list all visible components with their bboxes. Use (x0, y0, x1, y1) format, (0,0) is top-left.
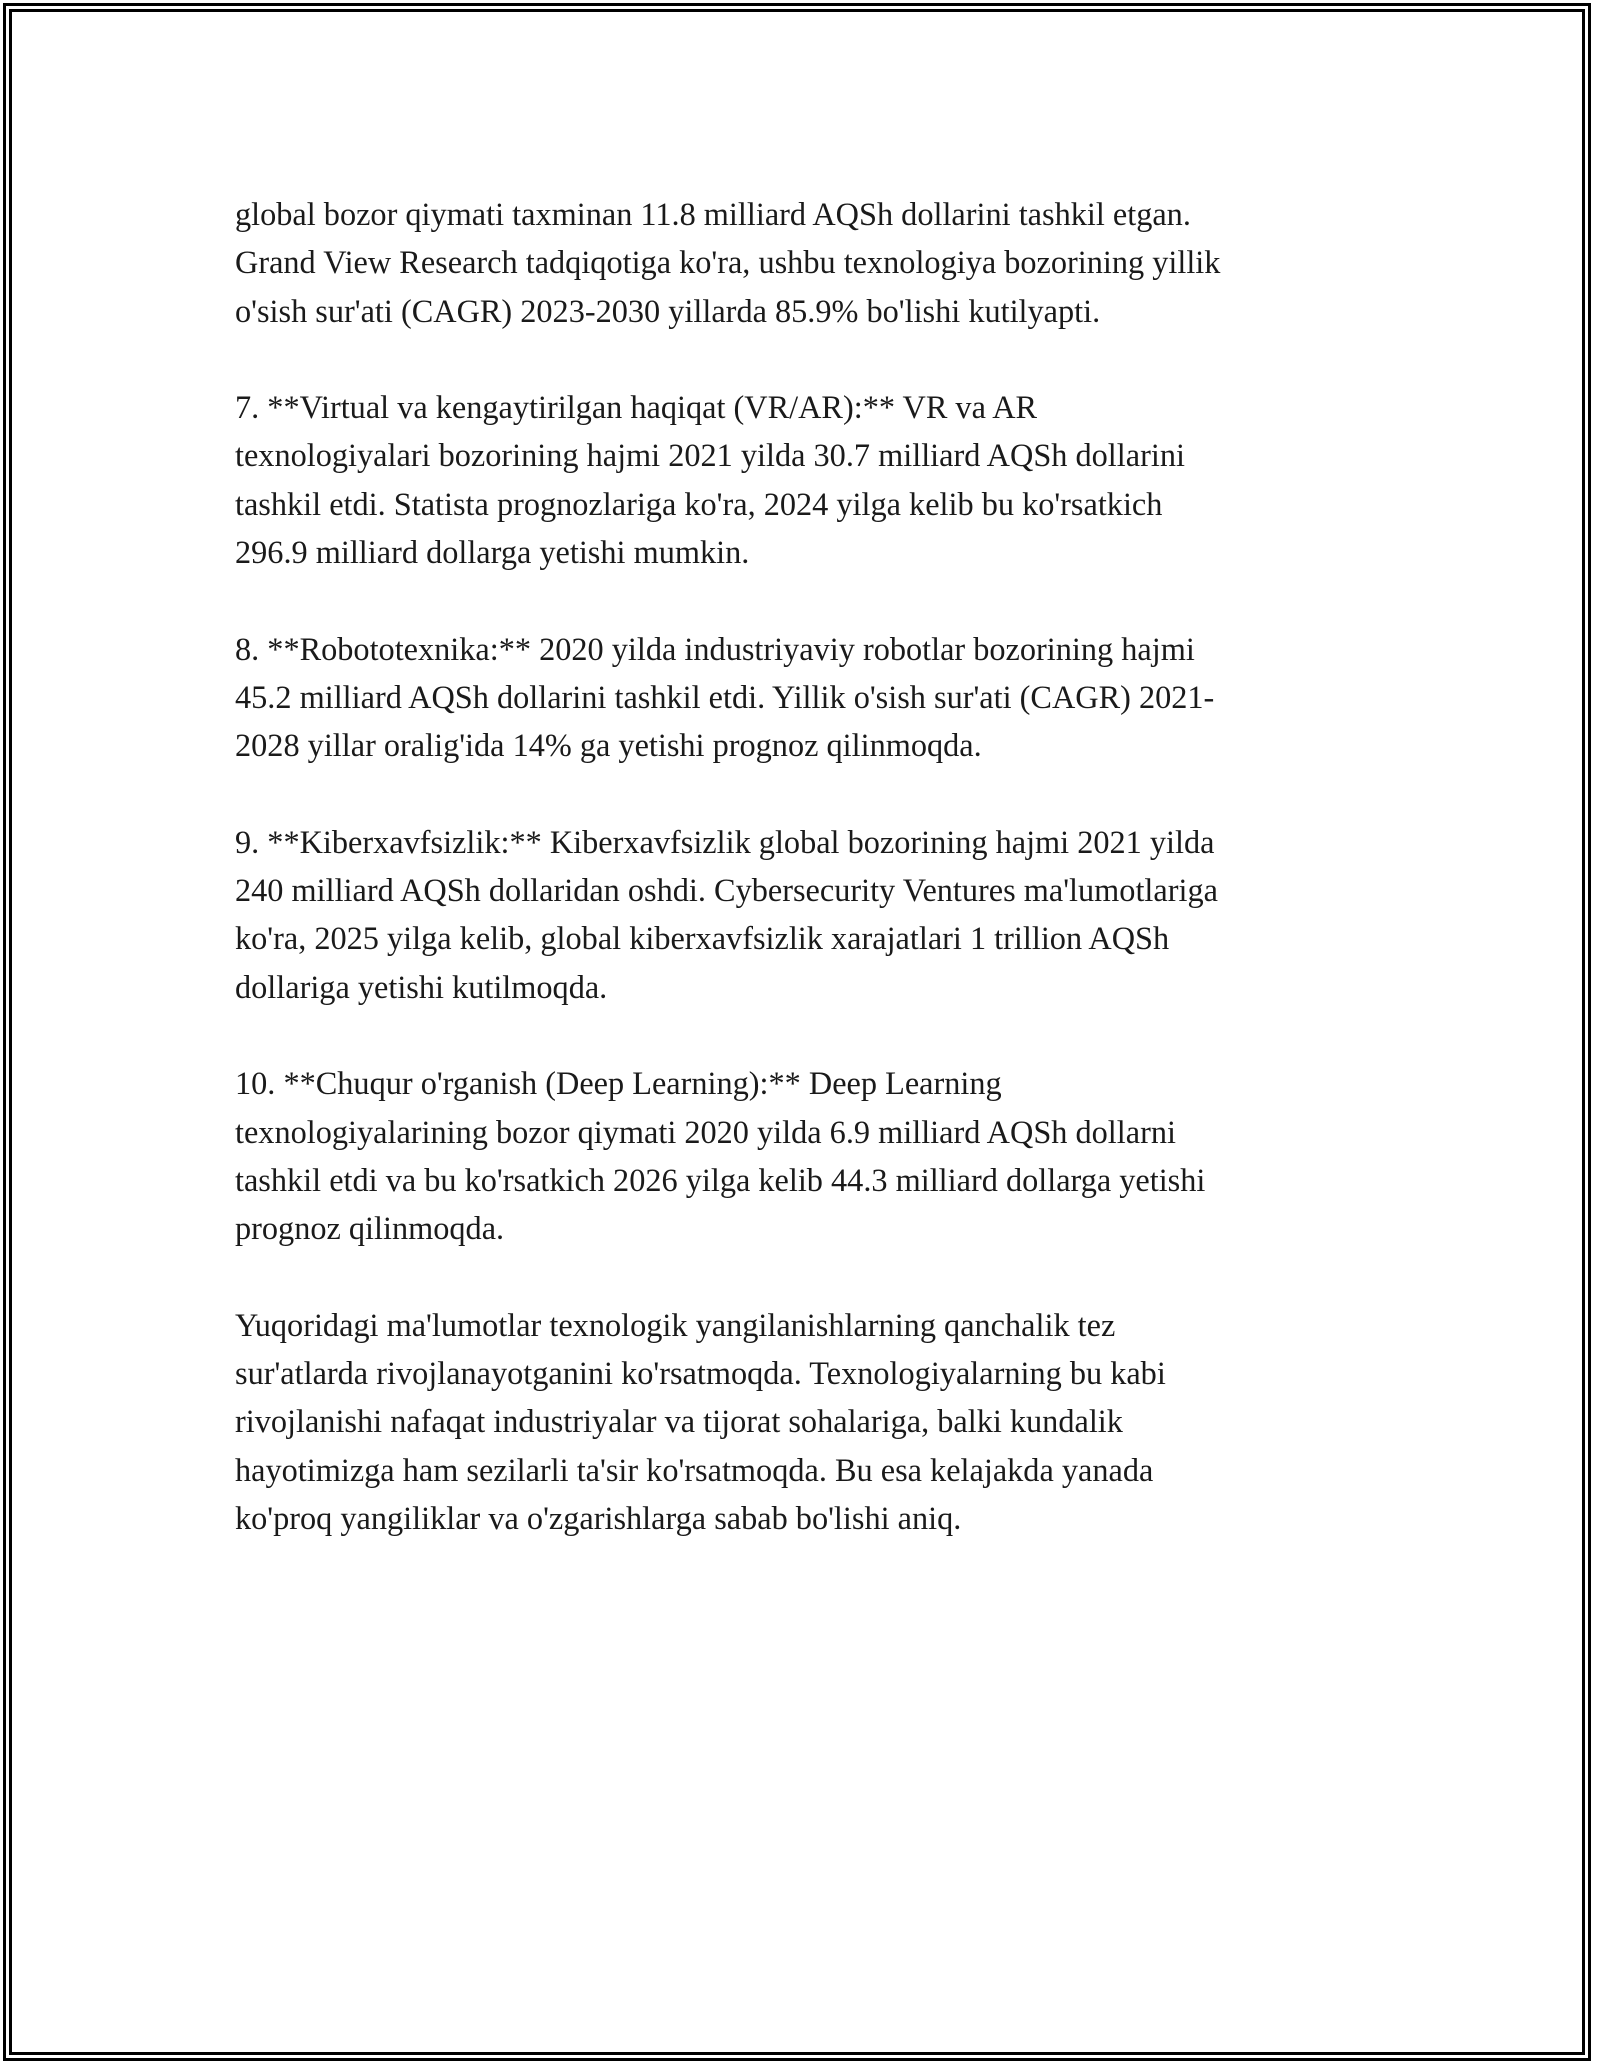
text-line: 8. **Robototexnika:** 2020 yilda industriyaviy robotlar bozorining hajmi (235, 630, 1195, 667)
text-line: Yuqoridagi ma'lumotlar texnologik yangilanishlarning qanchalik tez (235, 1306, 1116, 1343)
text-line: Grand View Research tadqiqotiga ko'ra, ushbu texnologiya bozorining yillik (235, 244, 1221, 281)
text-line: tashkil etdi va bu ko'rsatkich 2026 yilga kelib 44.3 milliard dollarga yetishi (235, 1161, 1206, 1198)
paragraph-market-growth (235, 190, 1385, 335)
paragraph-conclusion (235, 1301, 1385, 1542)
text-line: sur'atlarda rivojlanayotganini ko'rsatmoqda. Texnologiyalarning bu kabi (235, 1355, 1166, 1392)
text-line: ko'proq yangiliklar va o'zgarishlarga sabab bo'lishi aniq. (235, 1500, 962, 1537)
text-line: 7. **Virtual va kengaytirilgan haqiqat (VR/AR):** VR va AR (235, 389, 1038, 426)
text-line: 240 milliard AQSh dollaridan oshdi. Cybersecurity Ventures ma'lumotlariga (235, 872, 1218, 909)
paragraph-deep-learning (235, 1059, 1385, 1252)
text-line: 296.9 milliard dollarga yetishi mumkin. (235, 534, 750, 571)
paragraph-cybersecurity (235, 818, 1385, 1011)
text-line: hayotimizga ham sezilarli ta'sir ko'rsatmoqda. Bu esa kelajakda yanada (235, 1451, 1154, 1488)
text-line: prognoz qilinmoqda. (235, 1210, 505, 1247)
text-line: rivojlanishi nafaqat industriyalar va tijorat sohalariga, balki kundalik (235, 1403, 1123, 1440)
text-line: ko'ra, 2025 yilga kelib, global kiberxavfsizlik xarajatlari 1 trillion AQSh (235, 920, 1170, 957)
text-line: texnologiyalari bozorining hajmi 2021 yilda 30.7 milliard AQSh dollarini (235, 437, 1185, 474)
paragraph-robotics (235, 625, 1385, 770)
text-line: 45.2 milliard AQSh dollarini tashkil etdi. Yillik o'sish sur'ati (CAGR) 2021- (235, 678, 1215, 715)
text-line: tashkil etdi. Statista prognozlariga ko'ra, 2024 yilga kelib bu ko'rsatkich (235, 485, 1163, 522)
text-line: o'sish sur'ati (CAGR) 2023-2030 yillarda 85.9% bo'lishi kutilyapti. (235, 292, 1101, 329)
text-line: 9. **Kiberxavfsizlik:** Kiberxavfsizlik global bozorining hajmi 2021 yilda (235, 823, 1215, 860)
text-line: texnologiyalarining bozor qiymati 2020 yilda 6.9 milliard AQSh dollarni (235, 1113, 1176, 1150)
text-line: 2028 yillar oralig'ida 14% ga yetishi prognoz qilinmoqda. (235, 727, 982, 764)
document-body (235, 190, 1385, 1542)
text-line: dollariga yetishi kutilmoqda. (235, 968, 608, 1005)
text-line: 10. **Chuqur o'rganish (Deep Learning):** Deep Learning (235, 1065, 1002, 1102)
text-line: global bozor qiymati taxminan 11.8 milliard AQSh dollarini tashkil etgan. (235, 196, 1191, 232)
paragraph-vr-ar (235, 383, 1385, 576)
